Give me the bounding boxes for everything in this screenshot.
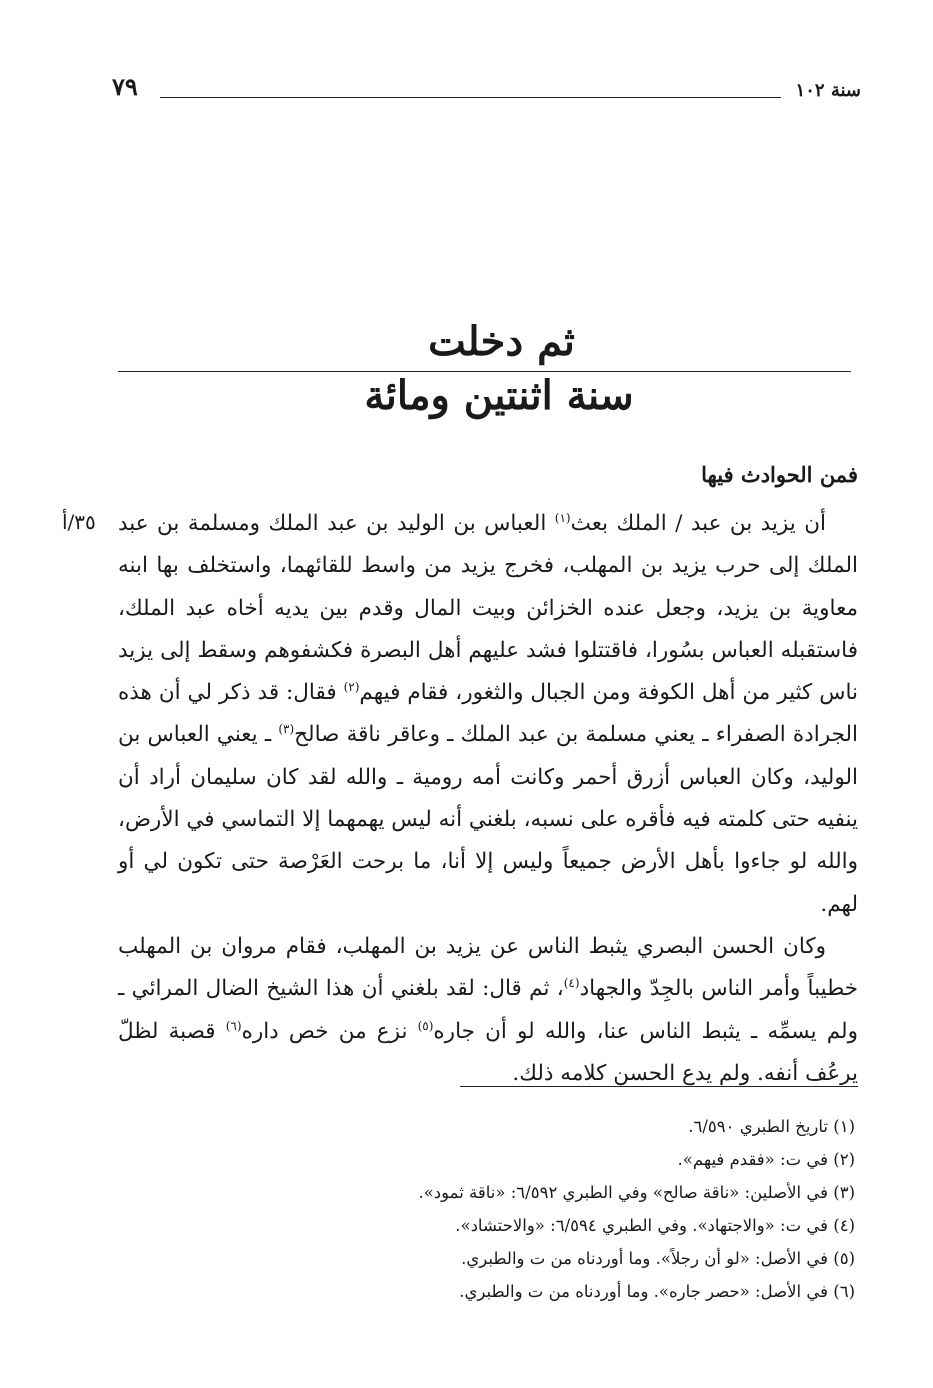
footnote-ref-1: (١) (554, 510, 571, 525)
header-rule (160, 97, 781, 98)
paragraph-1 (118, 503, 858, 926)
footnote-ref-4: (٤) (563, 976, 580, 991)
footnote-3: (٣) في الأصلين: «ناقة صالح» وفي الطبري ٦/٥٩٢: «ناقة ثمود». (418, 1183, 855, 1202)
footnote-1: (١) تاريخ الطبري ٦/٥٩٠. (688, 1117, 855, 1136)
footnote-rule (460, 1086, 858, 1087)
section-heading: فمن الحوادث فيها (701, 462, 858, 487)
footnote-ref-5: (٥) (417, 1018, 434, 1033)
footnote-ref-3: (٣) (278, 722, 295, 737)
text-segment: العباس بن الوليد بن عبد الملك ومسلمة بن عبد الملك إلى حرب يزيد بن المهلب، فخرج يزيد من واسط للقائهما، واستخلف بها ابنه معاوية بن يزيد، وجعل عنده الخزائن وبيت المال وقدم بين يديه أخاه عبد الملك، فاستقبله العباس بسُورا، فاقتتلوا فشد عليهم أهل البصرة فكشفوهم وسقط إلى يزيد ناس كثير من أهل الكوفة ومن الجبال والثغور، فقام فيهم (118, 511, 858, 706)
footnote-ref-2: (٢) (343, 680, 360, 695)
footnote-ref-6: (٦) (225, 1018, 242, 1033)
paragraph-2 (118, 926, 858, 1095)
body-text (118, 503, 858, 1095)
text-segment: وكان الحسن البصري يثبط الناس عن يزيد بن المهلب، فقام مروان بن المهلب خطيباً وأمر الناس بالجِدّ والجهاد (118, 933, 859, 1002)
footnote-5: (٥) في الأصل: «لو أن رجلاً». وما أوردناه من ت والطبري. (461, 1249, 855, 1268)
footnote-4: (٤) في ت: «والاجتهاد». وفي الطبري ٦/٥٩٤: «والاحتشاد». (455, 1216, 855, 1235)
text-segment: فقال: قد ذكر لي أن هذه الجرادة الصفراء ـ يعني مسلمة بن عبد الملك ـ وعاقر ناقة صالح (118, 680, 858, 748)
footnotes (200, 1110, 855, 1308)
manuscript-folio-marker: ٣٥/أ (62, 510, 96, 534)
text-segment: قصبة لظلّ يرعُف أنفه. ولم يدع الحسن كلامه ذلك. (118, 1018, 858, 1086)
footnote-6: (٦) في الأصل: «حصر جاره». وما أوردناه من ت والطبري. (459, 1282, 855, 1301)
chapter-title-line-2: سنة اثنتين ومائة (364, 372, 634, 419)
text-segment: نزع من خص داره (241, 1018, 418, 1044)
text-segment: ، ثم قال: لقد بلغني أن هذا الشيخ الضال المرائي ـ ولم يسمِّه ـ يثبط الناس عنا، والله لو أن جاره (118, 976, 858, 1044)
text-segment: أن يزيد بن عبد / الملك بعث (570, 511, 826, 536)
chapter-title-line-1: ثم دخلت (428, 318, 575, 365)
page-number: ٧٩ (112, 72, 138, 101)
running-header-year: سنة ١٠٢ (795, 80, 861, 101)
footnote-2: (٢) في ت: «فقدم فيهم». (677, 1150, 855, 1169)
text-segment: ـ يعني العباس بن الوليد، وكان العباس أزرق أحمر وكانت أمه رومية ـ والله لقد كان سليمان أراد أن ينفيه حتى كلمته فيه فأقره على نسبه، بلغني أنه ليس يهمهما إلا التماسي في الأرض، والله لو جاءوا بأهل الأرض جميعاً وليس إلا أنا، ما برحت العَرْصة حتى تكون لي أو لهم. (118, 722, 858, 917)
